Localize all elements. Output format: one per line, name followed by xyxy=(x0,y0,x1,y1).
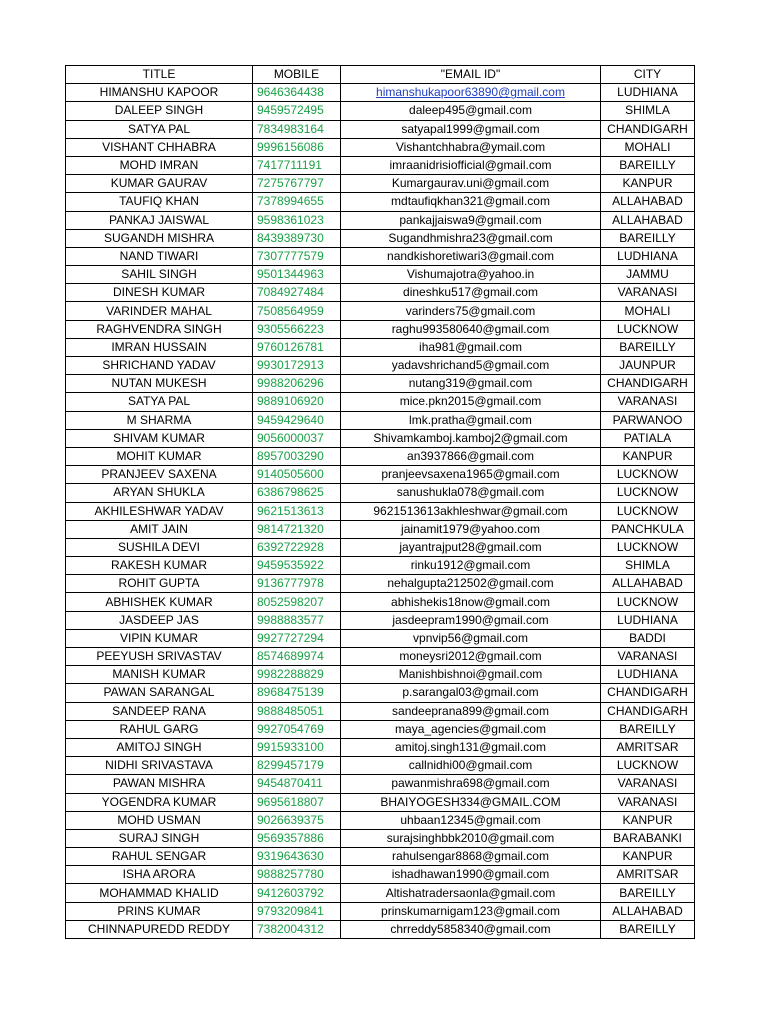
cell-email: mdtaufiqkhan321@gmail.com xyxy=(341,193,601,211)
cell-email: yadavshrichand5@gmail.com xyxy=(341,357,601,375)
table-row xyxy=(66,266,695,284)
cell-email: prinskumarnigam123@gmail.com xyxy=(341,902,601,920)
cell-mobile: 9915933100 xyxy=(253,738,341,756)
cell-title: ABHISHEK KUMAR xyxy=(66,593,253,611)
cell-city: ALLAHABAD xyxy=(601,575,695,593)
cell-city: JAUNPUR xyxy=(601,357,695,375)
cell-email: iha981@gmail.com xyxy=(341,338,601,356)
cell-email: an3937866@gmail.com xyxy=(341,447,601,465)
cell-title: PAWAN SARANGAL xyxy=(66,684,253,702)
cell-mobile: 9988206296 xyxy=(253,375,341,393)
cell-mobile: 7307777579 xyxy=(253,247,341,265)
cell-city: MOHALI xyxy=(601,302,695,320)
cell-mobile: 9319643630 xyxy=(253,848,341,866)
cell-email xyxy=(341,84,601,102)
cell-mobile: 9927054769 xyxy=(253,720,341,738)
cell-email: rahulsengar8868@gmail.com xyxy=(341,848,601,866)
table-row xyxy=(66,575,695,593)
table-row xyxy=(66,720,695,738)
cell-email: satyapal1999@gmail.com xyxy=(341,120,601,138)
cell-mobile: 9136777978 xyxy=(253,575,341,593)
cell-city: PANCHKULA xyxy=(601,520,695,538)
cell-title: NIDHI SRIVASTAVA xyxy=(66,757,253,775)
cell-mobile: 9026639375 xyxy=(253,811,341,829)
cell-email: varinders75@gmail.com xyxy=(341,302,601,320)
cell-mobile: 9888485051 xyxy=(253,702,341,720)
cell-title: JASDEEP JAS xyxy=(66,611,253,629)
table-row xyxy=(66,138,695,156)
cell-mobile: 8439389730 xyxy=(253,229,341,247)
cell-title: RAHUL GARG xyxy=(66,720,253,738)
cell-title: MOHAMMAD KHALID xyxy=(66,884,253,902)
table-row xyxy=(66,393,695,411)
cell-title: HIMANSHU KAPOOR xyxy=(66,84,253,102)
cell-mobile: 7382004312 xyxy=(253,920,341,938)
cell-title: NUTAN MUKESH xyxy=(66,375,253,393)
cell-city: LUDHIANA xyxy=(601,611,695,629)
table-row xyxy=(66,848,695,866)
table-row xyxy=(66,866,695,884)
cell-email: imraanidrisiofficial@gmail.com xyxy=(341,156,601,174)
cell-email: Manishbishnoi@gmail.com xyxy=(341,666,601,684)
cell-mobile: 9695618807 xyxy=(253,793,341,811)
cell-city: ALLAHABAD xyxy=(601,902,695,920)
header-row xyxy=(66,66,695,84)
cell-title: AKHILESHWAR YADAV xyxy=(66,502,253,520)
table-row xyxy=(66,175,695,193)
cell-title: PANKAJ JAISWAL xyxy=(66,211,253,229)
cell-title: IMRAN HUSSAIN xyxy=(66,338,253,356)
cell-email: sandeeprana899@gmail.com xyxy=(341,702,601,720)
cell-title: SHIVAM KUMAR xyxy=(66,429,253,447)
cell-city: MOHALI xyxy=(601,138,695,156)
cell-email: nehalgupta212502@gmail.com xyxy=(341,575,601,593)
table-row xyxy=(66,684,695,702)
cell-mobile: 6392722928 xyxy=(253,538,341,556)
cell-city: ALLAHABAD xyxy=(601,193,695,211)
cell-title: MOHD IMRAN xyxy=(66,156,253,174)
cell-email: lmk.pratha@gmail.com xyxy=(341,411,601,429)
table-row xyxy=(66,102,695,120)
cell-mobile: 9598361023 xyxy=(253,211,341,229)
cell-mobile: 7378994655 xyxy=(253,193,341,211)
table-row xyxy=(66,738,695,756)
cell-city: CHANDIGARH xyxy=(601,120,695,138)
cell-city: LUCKNOW xyxy=(601,484,695,502)
cell-city: VARANASI xyxy=(601,775,695,793)
cell-city: SHIMLA xyxy=(601,102,695,120)
cell-mobile: 9459535922 xyxy=(253,557,341,575)
cell-city: KANPUR xyxy=(601,848,695,866)
cell-mobile: 7834983164 xyxy=(253,120,341,138)
table-row xyxy=(66,811,695,829)
cell-email: jainamit1979@yahoo.com xyxy=(341,520,601,538)
cell-title: CHINNAPUREDD REDDY xyxy=(66,920,253,938)
cell-mobile: 7417711191 xyxy=(253,156,341,174)
cell-email: Shivamkamboj.kamboj2@gmail.com xyxy=(341,429,601,447)
cell-city: ALLAHABAD xyxy=(601,211,695,229)
cell-city: BAREILLY xyxy=(601,229,695,247)
cell-email: uhbaan12345@gmail.com xyxy=(341,811,601,829)
cell-city: LUDHIANA xyxy=(601,666,695,684)
cell-email: jasdeepram1990@gmail.com xyxy=(341,611,601,629)
table-row xyxy=(66,429,695,447)
cell-city: LUCKNOW xyxy=(601,502,695,520)
cell-mobile: 9814721320 xyxy=(253,520,341,538)
cell-title: M SHARMA xyxy=(66,411,253,429)
cell-city: BAREILLY xyxy=(601,884,695,902)
cell-email: surajsinghbbk2010@gmail.com xyxy=(341,829,601,847)
cell-email: jayantrajput28@gmail.com xyxy=(341,538,601,556)
cell-city: AMRITSAR xyxy=(601,738,695,756)
table-row xyxy=(66,902,695,920)
cell-title: KUMAR GAURAV xyxy=(66,175,253,193)
cell-city: LUDHIANA xyxy=(601,247,695,265)
cell-mobile: 8968475139 xyxy=(253,684,341,702)
table-row xyxy=(66,247,695,265)
cell-city: BAREILLY xyxy=(601,338,695,356)
cell-title: AMIT JAIN xyxy=(66,520,253,538)
table-body xyxy=(66,84,695,939)
table-row xyxy=(66,557,695,575)
cell-city: SHIMLA xyxy=(601,557,695,575)
cell-title: SUSHILA DEVI xyxy=(66,538,253,556)
cell-city: CHANDIGARH xyxy=(601,684,695,702)
table-row xyxy=(66,466,695,484)
email-link[interactable]: himanshukapoor63890@gmail.com xyxy=(376,85,565,100)
cell-city: LUCKNOW xyxy=(601,593,695,611)
cell-email: moneysri2012@gmail.com xyxy=(341,648,601,666)
cell-title: MOHD USMAN xyxy=(66,811,253,829)
cell-title: ISHA ARORA xyxy=(66,866,253,884)
cell-title: SATYA PAL xyxy=(66,393,253,411)
cell-title: PRINS KUMAR xyxy=(66,902,253,920)
cell-city: KANPUR xyxy=(601,447,695,465)
cell-city: VARANASI xyxy=(601,284,695,302)
cell-email: pawanmishra698@gmail.com xyxy=(341,775,601,793)
cell-title: SAHIL SINGH xyxy=(66,266,253,284)
cell-email: Kumargaurav.uni@gmail.com xyxy=(341,175,601,193)
cell-title: RAHUL SENGAR xyxy=(66,848,253,866)
header-city: CITY xyxy=(601,66,695,84)
cell-mobile: 9930172913 xyxy=(253,357,341,375)
cell-email: raghu993580640@gmail.com xyxy=(341,320,601,338)
cell-mobile: 9140505600 xyxy=(253,466,341,484)
cell-title: PAWAN MISHRA xyxy=(66,775,253,793)
cell-mobile: 9569357886 xyxy=(253,829,341,847)
cell-email: pankajjaiswa9@gmail.com xyxy=(341,211,601,229)
table-row xyxy=(66,648,695,666)
cell-email: sanushukla078@gmail.com xyxy=(341,484,601,502)
cell-email: rinku1912@gmail.com xyxy=(341,557,601,575)
cell-email: nandkishoretiwari3@gmail.com xyxy=(341,247,601,265)
cell-mobile: 9621513613 xyxy=(253,502,341,520)
table-row xyxy=(66,375,695,393)
table-row xyxy=(66,484,695,502)
cell-title: RAGHVENDRA SINGH xyxy=(66,320,253,338)
cell-email: amitoj.singh131@gmail.com xyxy=(341,738,601,756)
cell-city: VARANASI xyxy=(601,393,695,411)
cell-mobile: 9888257780 xyxy=(253,866,341,884)
cell-email: daleep495@gmail.com xyxy=(341,102,601,120)
cell-title: NAND TIWARI xyxy=(66,247,253,265)
cell-email: 9621513613akhleshwar@gmail.com xyxy=(341,502,601,520)
cell-mobile: 9988883577 xyxy=(253,611,341,629)
cell-mobile: 7275767797 xyxy=(253,175,341,193)
cell-city: BARABANKI xyxy=(601,829,695,847)
cell-city: VARANASI xyxy=(601,793,695,811)
table-row xyxy=(66,320,695,338)
cell-email: Vishumajotra@yahoo.in xyxy=(341,266,601,284)
cell-mobile: 7084927484 xyxy=(253,284,341,302)
table-row xyxy=(66,284,695,302)
table-row xyxy=(66,793,695,811)
cell-mobile: 6386798625 xyxy=(253,484,341,502)
table-row xyxy=(66,611,695,629)
cell-title: MOHIT KUMAR xyxy=(66,447,253,465)
table-row xyxy=(66,447,695,465)
cell-title: TAUFIQ KHAN xyxy=(66,193,253,211)
cell-title: DALEEP SINGH xyxy=(66,102,253,120)
cell-mobile: 8574689974 xyxy=(253,648,341,666)
cell-email: Vishantchhabra@ymail.com xyxy=(341,138,601,156)
cell-title: AMITOJ SINGH xyxy=(66,738,253,756)
table-row xyxy=(66,775,695,793)
table-row xyxy=(66,629,695,647)
cell-city: BAREILLY xyxy=(601,720,695,738)
cell-email: ishadhawan1990@gmail.com xyxy=(341,866,601,884)
cell-mobile: 9501344963 xyxy=(253,266,341,284)
cell-mobile: 9793209841 xyxy=(253,902,341,920)
cell-title: YOGENDRA KUMAR xyxy=(66,793,253,811)
cell-city: JAMMU xyxy=(601,266,695,284)
cell-email: abhishekis18now@gmail.com xyxy=(341,593,601,611)
cell-mobile: 9927727294 xyxy=(253,629,341,647)
table-row xyxy=(66,411,695,429)
cell-email: pranjeevsaxena1965@gmail.com xyxy=(341,466,601,484)
table-row xyxy=(66,338,695,356)
table-row xyxy=(66,666,695,684)
table-row xyxy=(66,357,695,375)
cell-mobile: 9982288829 xyxy=(253,666,341,684)
cell-title: PRANJEEV SAXENA xyxy=(66,466,253,484)
cell-mobile: 8299457179 xyxy=(253,757,341,775)
contact-table xyxy=(65,65,695,939)
cell-title: SANDEEP RANA xyxy=(66,702,253,720)
cell-mobile: 9760126781 xyxy=(253,338,341,356)
cell-mobile: 9996156086 xyxy=(253,138,341,156)
cell-title: MANISH KUMAR xyxy=(66,666,253,684)
header-email: "EMAIL ID" xyxy=(341,66,601,84)
cell-city: LUCKNOW xyxy=(601,757,695,775)
cell-mobile: 9454870411 xyxy=(253,775,341,793)
cell-email: callnidhi00@gmail.com xyxy=(341,757,601,775)
table-row xyxy=(66,520,695,538)
cell-title: ARYAN SHUKLA xyxy=(66,484,253,502)
cell-mobile: 8957003290 xyxy=(253,447,341,465)
header-title: TITLE xyxy=(66,66,253,84)
cell-city: AMRITSAR xyxy=(601,866,695,884)
table-row xyxy=(66,302,695,320)
table-row xyxy=(66,757,695,775)
cell-title: VARINDER MAHAL xyxy=(66,302,253,320)
cell-email: Altishatradersaonla@gmail.com xyxy=(341,884,601,902)
cell-mobile: 9646364438 xyxy=(253,84,341,102)
cell-email: nutang319@gmail.com xyxy=(341,375,601,393)
table-row xyxy=(66,884,695,902)
cell-city: BADDI xyxy=(601,629,695,647)
table-row xyxy=(66,229,695,247)
contact-sheet xyxy=(65,65,694,939)
cell-city: CHANDIGARH xyxy=(601,375,695,393)
cell-email: maya_agencies@gmail.com xyxy=(341,720,601,738)
cell-email: BHAIYOGESH334@GMAIL.COM xyxy=(341,793,601,811)
header-mobile: MOBILE xyxy=(253,66,341,84)
cell-mobile: 8052598207 xyxy=(253,593,341,611)
table-row xyxy=(66,502,695,520)
table-row xyxy=(66,211,695,229)
cell-city: BAREILLY xyxy=(601,920,695,938)
cell-title: DINESH KUMAR xyxy=(66,284,253,302)
cell-email: mice.pkn2015@gmail.com xyxy=(341,393,601,411)
table-row xyxy=(66,920,695,938)
cell-title: PEEYUSH SRIVASTAV xyxy=(66,648,253,666)
cell-title: VISHANT CHHABRA xyxy=(66,138,253,156)
cell-title: SUGANDH MISHRA xyxy=(66,229,253,247)
cell-title: SURAJ SINGH xyxy=(66,829,253,847)
cell-mobile: 9459572495 xyxy=(253,102,341,120)
cell-city: KANPUR xyxy=(601,811,695,829)
cell-city: LUDHIANA xyxy=(601,84,695,102)
cell-mobile: 9889106920 xyxy=(253,393,341,411)
table-row xyxy=(66,829,695,847)
cell-mobile: 9056000037 xyxy=(253,429,341,447)
cell-title: VIPIN KUMAR xyxy=(66,629,253,647)
cell-title: SATYA PAL xyxy=(66,120,253,138)
cell-email: dineshku517@gmail.com xyxy=(341,284,601,302)
cell-mobile: 7508564959 xyxy=(253,302,341,320)
cell-city: LUCKNOW xyxy=(601,538,695,556)
cell-email: vpnvip56@gmail.com xyxy=(341,629,601,647)
cell-title: RAKESH KUMAR xyxy=(66,557,253,575)
table-row xyxy=(66,538,695,556)
table-row xyxy=(66,702,695,720)
table-row xyxy=(66,120,695,138)
cell-title: SHRICHAND YADAV xyxy=(66,357,253,375)
cell-city: PARWANOO xyxy=(601,411,695,429)
cell-mobile: 9305566223 xyxy=(253,320,341,338)
cell-title: ROHIT GUPTA xyxy=(66,575,253,593)
cell-city: VARANASI xyxy=(601,648,695,666)
table-row xyxy=(66,593,695,611)
cell-city: LUCKNOW xyxy=(601,320,695,338)
cell-city: LUCKNOW xyxy=(601,466,695,484)
cell-mobile: 9412603792 xyxy=(253,884,341,902)
cell-city: CHANDIGARH xyxy=(601,702,695,720)
cell-mobile: 9459429640 xyxy=(253,411,341,429)
cell-city: PATIALA xyxy=(601,429,695,447)
cell-email: p.sarangal03@gmail.com xyxy=(341,684,601,702)
table-row xyxy=(66,193,695,211)
table-row xyxy=(66,84,695,102)
cell-email: Sugandhmishra23@gmail.com xyxy=(341,229,601,247)
cell-city: BAREILLY xyxy=(601,156,695,174)
table-row xyxy=(66,156,695,174)
cell-email: chrreddy5858340@gmail.com xyxy=(341,920,601,938)
cell-city: KANPUR xyxy=(601,175,695,193)
